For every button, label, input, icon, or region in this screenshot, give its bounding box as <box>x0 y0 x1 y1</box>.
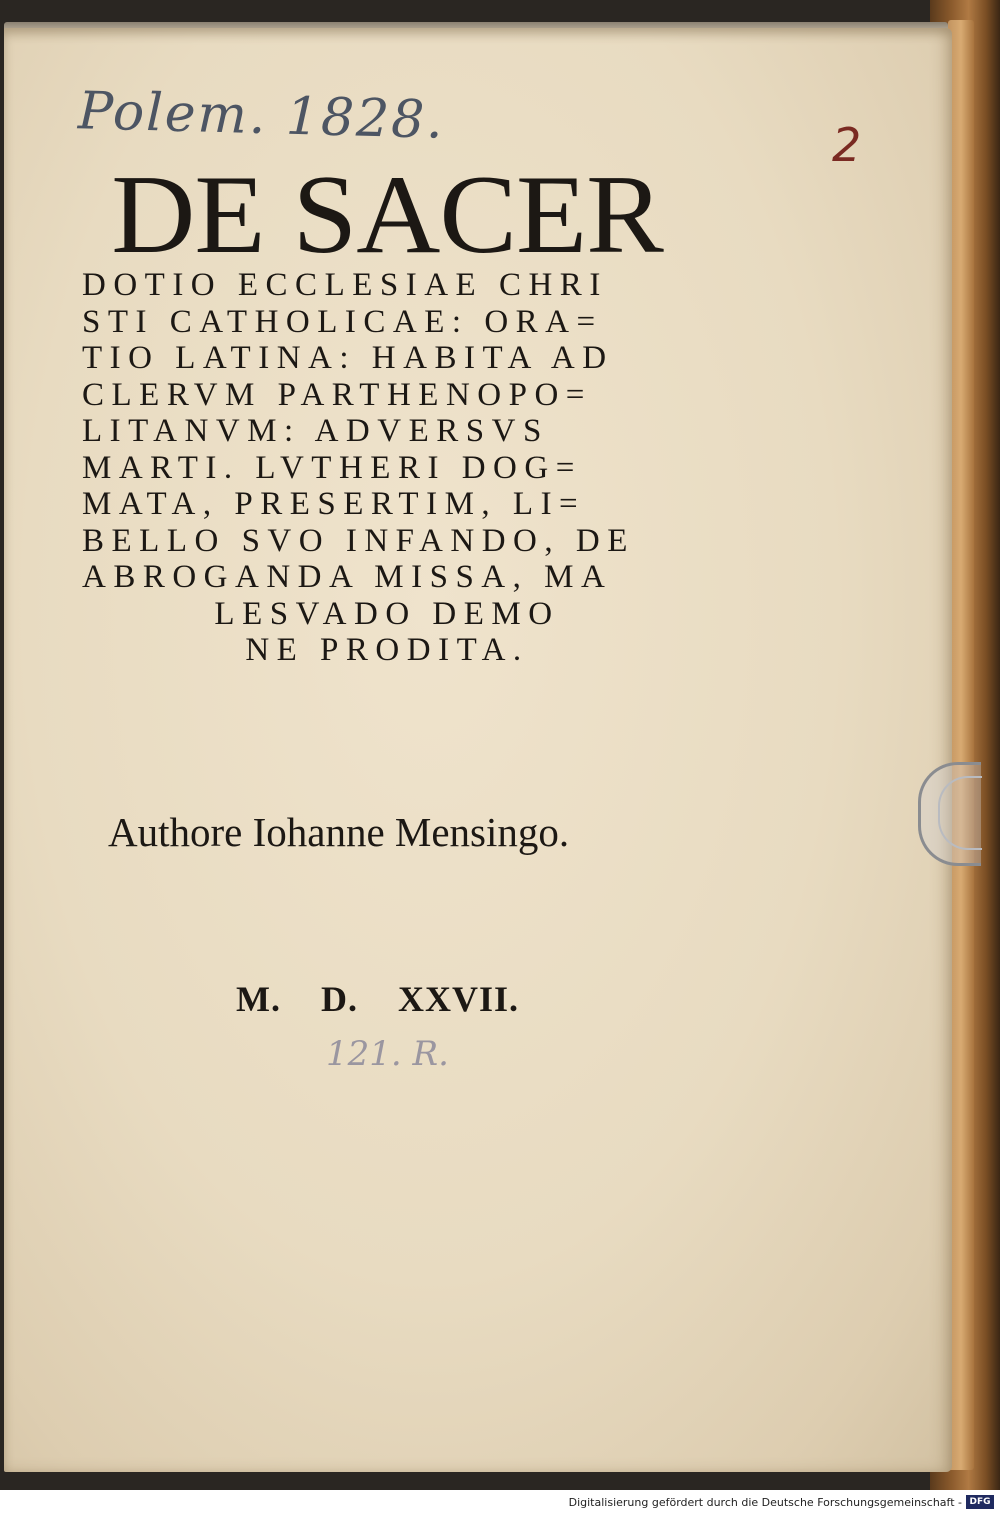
dfg-logo: DFG <box>966 1495 994 1509</box>
title-line: MATA, PRESERTIM, LI= <box>82 486 586 522</box>
author-line: Authore Iohanne Mensingo. <box>108 809 570 855</box>
title-block <box>82 153 692 669</box>
page-clip-inner <box>938 776 982 850</box>
title-page <box>4 28 952 1472</box>
title-line: BELLO SVO INFANDO, DE <box>82 522 635 559</box>
title-heading: DE SACER <box>111 153 663 277</box>
handwritten-shelfmark: Polem. 1828. <box>77 81 446 151</box>
handwritten-library-note: 121. R. <box>326 1034 449 1074</box>
title-line: MARTI. LVTHERI DOG= <box>82 449 582 486</box>
handwritten-leaf-number: 2 <box>832 118 862 172</box>
title-line: LESVADO DEMO <box>214 595 560 632</box>
title-line: ABROGANDA MISSA, MA <box>82 559 613 595</box>
title-line: CLERVM PARTHENOPO= <box>82 376 592 413</box>
title-line: LITANVM: ADVERSVS <box>82 413 549 449</box>
imprint-date: M. D. XXVII. <box>236 979 519 1019</box>
title-line: STI CATHOLICAE: ORA= <box>82 303 603 340</box>
funding-credit: Digitalisierung gefördert durch die Deutsche Forschungsgemeinschaft - <box>568 1496 962 1509</box>
title-line: TIO LATINA: HABITA AD <box>82 340 614 376</box>
title-line: DOTIO ECCLESIAE CHRI <box>82 267 608 303</box>
title-line: NE PRODITA. <box>245 632 529 668</box>
footer-bar <box>0 1490 1000 1515</box>
